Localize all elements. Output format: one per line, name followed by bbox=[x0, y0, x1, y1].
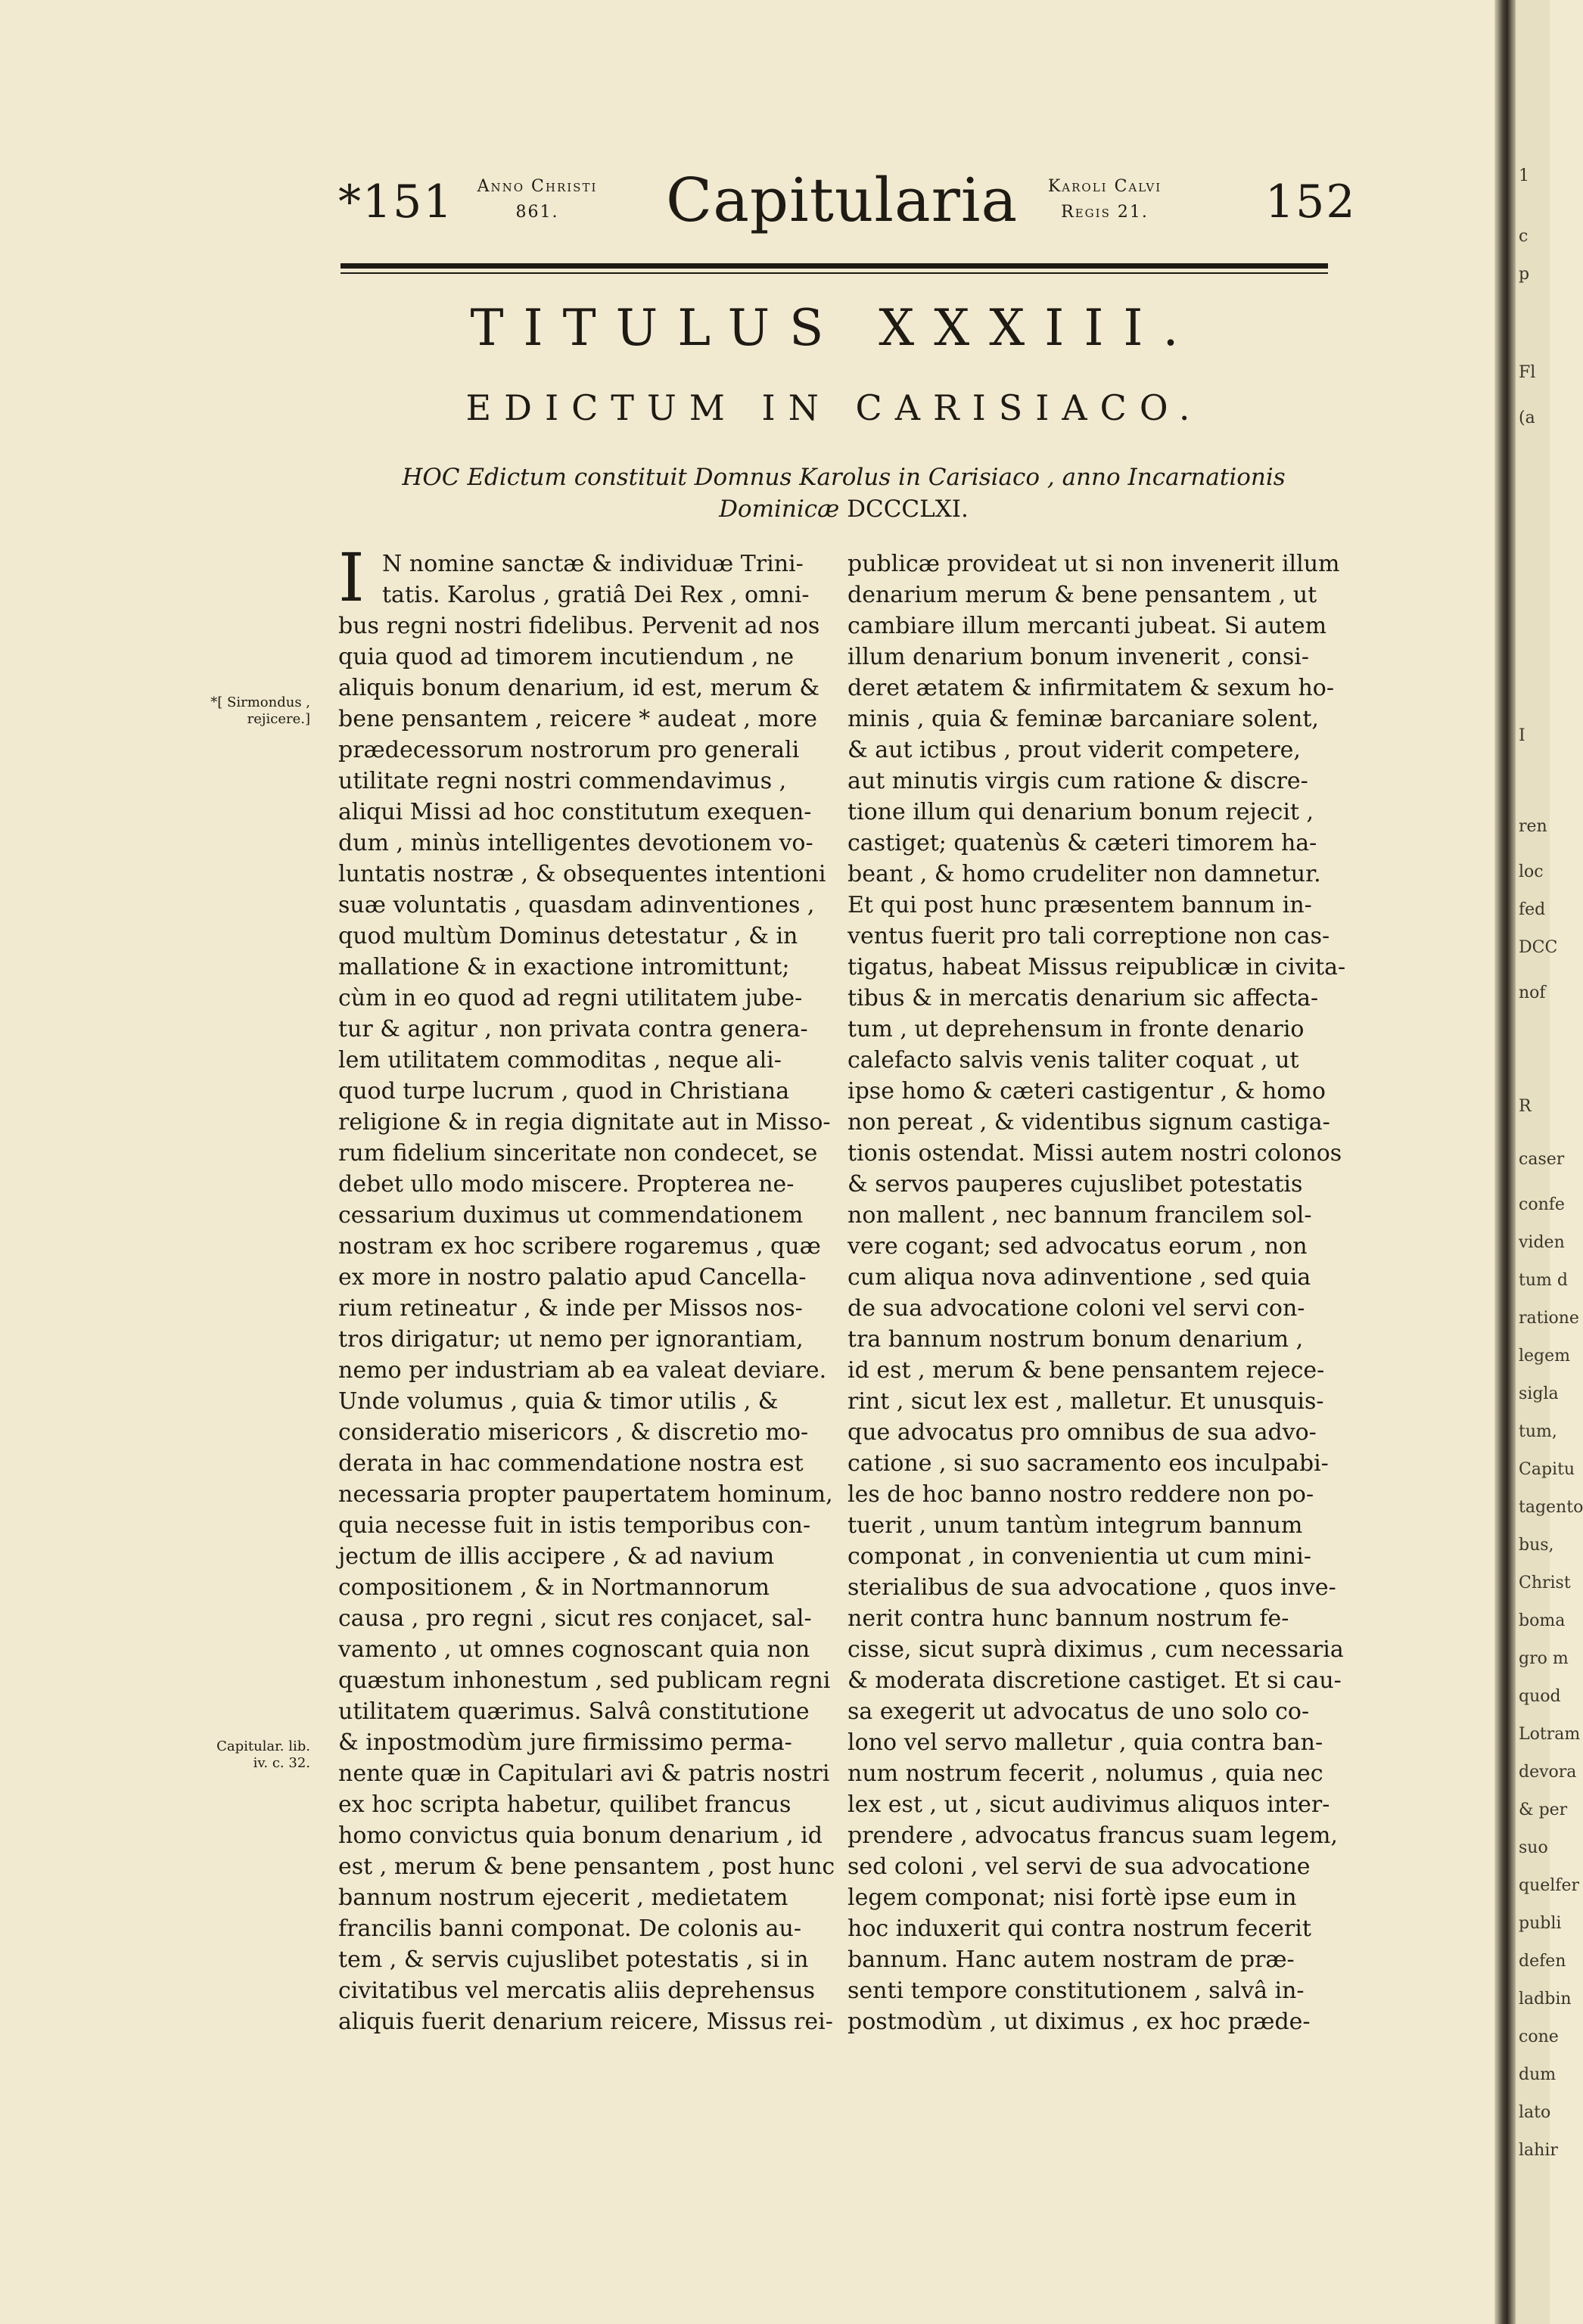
text-line: senti tempore constitutionem , salvâ in- bbox=[847, 1978, 1305, 2004]
facing-page-fragment: ren bbox=[1519, 817, 1547, 836]
text-line: Et qui post hunc præsentem bannum in- bbox=[847, 892, 1312, 918]
text-line: quia necesse fuit in istis temporibus con- bbox=[338, 1512, 811, 1539]
text-line: tra bannum nostrum bonum denarium , bbox=[847, 1326, 1304, 1353]
text-line: consideratio misericors , & discretio mo- bbox=[338, 1419, 809, 1446]
text-line: castiget; quatenùs & cæteri timorem ha- bbox=[847, 830, 1317, 856]
regis-year bbox=[1014, 174, 1196, 225]
header-rule-thin bbox=[341, 272, 1328, 274]
facing-page-fragment: Capitu bbox=[1519, 1460, 1575, 1479]
text-line: sterialibus de sua advocatione , quos inve- bbox=[847, 1574, 1336, 1601]
text-line: tigatus, habeat Missus reipublicæ in civita- bbox=[847, 954, 1346, 980]
text-line: denarium merum & bene pensantem , ut bbox=[847, 582, 1317, 608]
intro-note bbox=[356, 461, 1332, 525]
text-line: sed coloni , vel servi de sua advocatione bbox=[847, 1853, 1311, 1880]
text-line: tros dirigatur; ut nemo per ignorantiam, bbox=[338, 1326, 804, 1353]
text-line: bannum nostrum ejecerit , medietatem bbox=[338, 1884, 788, 1911]
text-line: aliqui Missi ad hoc constitutum exequen- bbox=[338, 799, 812, 825]
anno-line-2: 861. bbox=[515, 203, 559, 222]
text-line: catione , si suo sacramento eos inculpabi- bbox=[847, 1450, 1329, 1477]
text-line: non pereat , & videntibus signum castiga- bbox=[847, 1109, 1330, 1136]
text-line: sa exegerit ut advocatus de uno solo co- bbox=[847, 1698, 1310, 1725]
text-line: utilitatem quærimus. Salvâ constitutione bbox=[338, 1698, 810, 1725]
facing-page-fragment: I bbox=[1519, 726, 1525, 745]
text-line: N nomine sanctæ & individuæ Trini- bbox=[382, 551, 804, 577]
text-line: rint , sicut lex est , malletur. Et unusquis- bbox=[847, 1388, 1324, 1415]
facing-page-fragment: boma bbox=[1519, 1611, 1566, 1630]
text-line: prædecessorum nostrorum pro generali bbox=[338, 737, 800, 763]
text-line: & moderata discretione castiget. Et si cau- bbox=[847, 1667, 1342, 1694]
facing-page-fragment: Christ bbox=[1519, 1574, 1571, 1592]
facing-page-fragment: tum, bbox=[1519, 1422, 1557, 1441]
text-line: bene pensantem , reicere * audeat , more bbox=[338, 706, 818, 732]
drop-cap: I bbox=[338, 539, 365, 617]
text-line: necessaria propter paupertatem hominum, bbox=[338, 1481, 833, 1508]
facing-page-fragment: sigla bbox=[1519, 1384, 1559, 1403]
facing-page-fragment: loc bbox=[1519, 862, 1544, 881]
text-line: componat , in convenientia ut cum mini- bbox=[847, 1543, 1311, 1570]
text-line: bannum. Hanc autem nostram de præ- bbox=[847, 1947, 1295, 1973]
text-line: de sua advocatione coloni vel servi con- bbox=[847, 1295, 1305, 1322]
text-line: compositionem , & in Nortmannorum bbox=[338, 1574, 770, 1601]
anno-line-1: Anno Christi bbox=[477, 177, 598, 196]
text-line: quod multùm Dominus detestatur , & in bbox=[338, 923, 798, 949]
text-line: deret ætatem & infirmitatem & sexum ho- bbox=[847, 675, 1334, 701]
text-line: ex more in nostro palatio apud Cancella- bbox=[338, 1264, 807, 1291]
text-line: calefacto salvis venis taliter coquat , ut bbox=[847, 1047, 1299, 1073]
text-line: lono vel servo malletur , quia contra ban- bbox=[847, 1729, 1323, 1756]
folio-right: 152 bbox=[1265, 176, 1357, 228]
facing-page-fragment: publi bbox=[1519, 1914, 1562, 1933]
text-line: aut minutis virgis cum ratione & discre- bbox=[847, 768, 1308, 794]
facing-page-fragment: c bbox=[1519, 227, 1529, 246]
text-line: dum , minùs intelligentes devotionem vo- bbox=[338, 830, 813, 856]
text-line: tum , ut deprehensum in fronte denario bbox=[847, 1016, 1305, 1042]
facing-page-fragment: legem bbox=[1519, 1347, 1571, 1366]
text-line: legem componat; nisi fortè ipse eum in bbox=[847, 1884, 1297, 1911]
text-line: vamento , ut omnes cognoscant quia non bbox=[338, 1636, 810, 1663]
facing-page-fragment: tagento bbox=[1519, 1498, 1583, 1517]
facing-page-fragment: p bbox=[1519, 265, 1530, 284]
text-line: utilitate regni nostri commendavimus , bbox=[338, 768, 787, 794]
text-line: francilis banni componat. De colonis au- bbox=[338, 1915, 801, 1942]
regis-line-1: Karoli Calvi bbox=[1047, 177, 1162, 196]
text-line: illum denarium bonum invenerit , consi- bbox=[847, 644, 1309, 670]
text-line: Unde volumus , quia & timor utilis , & bbox=[338, 1388, 779, 1415]
facing-page-fragment: bus, bbox=[1519, 1536, 1554, 1555]
section-title: TITULUS XXXIII. bbox=[470, 299, 1199, 357]
margin-note-sirmondus: *[ Sirmondus , rejicere.] bbox=[210, 694, 310, 727]
facing-page-fragment: Lotram bbox=[1519, 1725, 1581, 1744]
text-line: nostram ex hoc scribere rogaremus , quæ bbox=[338, 1233, 821, 1260]
facing-page-fragment: confe bbox=[1519, 1195, 1565, 1214]
text-line: nente quæ in Capitulari avi & patris nostri bbox=[338, 1760, 830, 1787]
header-rule-thick bbox=[341, 263, 1328, 269]
text-line: nemo per industriam ab ea valeat deviare. bbox=[338, 1357, 827, 1384]
text-line: mallatione & in exactione intromittunt; bbox=[338, 954, 790, 980]
text-line: les de hoc banno nostro reddere non po- bbox=[847, 1481, 1314, 1508]
text-line: publicæ provideat ut si non invenerit illum bbox=[847, 551, 1340, 577]
text-line: ventus fuerit pro tali correptione non cas- bbox=[847, 923, 1330, 949]
facing-page-fragment: viden bbox=[1519, 1233, 1565, 1252]
anno-christi bbox=[446, 174, 628, 225]
text-line: aliquis bonum denarium, id est, merum & bbox=[338, 675, 820, 701]
text-line: cessarium duximus ut commendationem bbox=[338, 1202, 804, 1229]
text-line: tatis. Karolus , gratiâ Dei Rex , omni- bbox=[382, 582, 810, 608]
facing-page-fragment: 1 bbox=[1519, 166, 1529, 185]
text-line: lem utilitatem commoditas , neque ali- bbox=[338, 1047, 782, 1073]
text-line: & aut ictibus , prout viderit competere, bbox=[847, 737, 1301, 763]
text-column-left bbox=[338, 548, 835, 2037]
text-line: cum aliqua nova adinventione , sed quia bbox=[847, 1264, 1311, 1291]
text-line: religione & in regia dignitate aut in Misso- bbox=[338, 1109, 831, 1136]
text-line: id est , merum & bene pensantem rejece- bbox=[847, 1357, 1325, 1384]
text-line: causa , pro regni , sicut res conjacet, sal- bbox=[338, 1605, 812, 1632]
text-line: jectum de illis accipere , & ad navium bbox=[338, 1543, 775, 1570]
facing-page-fragment: defen bbox=[1519, 1952, 1566, 1971]
text-line: tione illum qui denarium bonum rejecit , bbox=[847, 799, 1314, 825]
text-line: nerit contra hunc bannum nostrum fe- bbox=[847, 1605, 1289, 1632]
folio-left: *151 bbox=[338, 176, 454, 228]
facing-page-fragment: suo bbox=[1519, 1838, 1548, 1857]
facing-page-fragment: lato bbox=[1519, 2103, 1551, 2122]
text-line: & inpostmodùm jure firmissimo perma- bbox=[338, 1729, 792, 1756]
text-line: num nostrum fecerit , nolumus , quia nec bbox=[847, 1760, 1323, 1787]
text-line: cùm in eo quod ad regni utilitatem jube- bbox=[338, 985, 803, 1011]
regis-line-2: Regis 21. bbox=[1061, 203, 1149, 222]
text-line: bus regni nostri fidelibus. Pervenit ad nos bbox=[338, 613, 820, 639]
intro-text: HOC Edictum constituit Domnus Karolus in Carisiaco , anno Incarnationis Dominicæ bbox=[402, 464, 1286, 523]
text-line: beant , & homo crudeliter non damnetur. bbox=[847, 861, 1321, 887]
text-line: vere cogant; sed advocatus eorum , non bbox=[847, 1233, 1308, 1260]
facing-page-fragment: lahir bbox=[1519, 2141, 1558, 2160]
text-line: tuerit , unum tantùm integrum bannum bbox=[847, 1512, 1303, 1539]
text-line: cisse, sicut suprà diximus , cum necessaria bbox=[847, 1636, 1344, 1663]
margin-note-capitular: Capitular. lib. iv. c. 32. bbox=[216, 1738, 310, 1771]
text-line: tionis ostendat. Missi autem nostri colonos bbox=[847, 1140, 1342, 1167]
running-title: Capitularia bbox=[666, 165, 1019, 235]
facing-page-fragment: DCC bbox=[1519, 938, 1558, 957]
text-line: rum fidelium sinceritate non condecet, se bbox=[338, 1140, 818, 1167]
text-line: ipse homo & cæteri castigentur , & homo bbox=[847, 1078, 1326, 1105]
text-line: quod turpe lucrum , quod in Christiana bbox=[338, 1078, 790, 1105]
text-line: cambiare illum mercanti jubeat. Si autem bbox=[847, 613, 1327, 639]
text-line: tibus & in mercatis denarium sic affecta- bbox=[847, 985, 1319, 1011]
facing-page-fragment: (a bbox=[1519, 409, 1535, 427]
facing-page-fragment: ladbin bbox=[1519, 1990, 1572, 2009]
text-line: quia quod ad timorem incutiendum , ne bbox=[338, 644, 795, 670]
text-line: ex hoc scripta habetur, quilibet francus bbox=[338, 1791, 792, 1818]
facing-page-fragment: devora bbox=[1519, 1763, 1577, 1782]
text-line: prendere , advocatus francus suam legem, bbox=[847, 1822, 1338, 1849]
text-line: tur & agitur , non privata contra genera- bbox=[338, 1016, 808, 1042]
facing-page-fragment: ratione bbox=[1519, 1309, 1579, 1328]
text-line: est , merum & bene pensantem , post hunc bbox=[338, 1853, 835, 1880]
facing-page-fragment: quod bbox=[1519, 1687, 1561, 1706]
text-line: luntatis nostræ , & obsequentes intentioni bbox=[338, 861, 826, 887]
text-line: rium retineatur , & inde per Missos nos- bbox=[338, 1295, 803, 1322]
intro-date: DCCCLXI. bbox=[847, 496, 969, 523]
facing-page-fragment: gro m bbox=[1519, 1649, 1569, 1668]
text-line: & servos pauperes cujuslibet potestatis bbox=[847, 1171, 1303, 1198]
facing-page-fragment: quelfer bbox=[1519, 1876, 1579, 1895]
text-line: civitatibus vel mercatis aliis deprehensus bbox=[338, 1978, 815, 2004]
facing-page-fragment: Fl bbox=[1519, 363, 1536, 382]
text-line: que advocatus pro omnibus de sua advo- bbox=[847, 1419, 1317, 1446]
facing-page-fragment: nof bbox=[1519, 983, 1546, 1002]
text-line: aliquis fuerit denarium reicere, Missus rei- bbox=[338, 2009, 833, 2035]
text-line: minis , quia & feminæ barcaniare solent, bbox=[847, 706, 1319, 732]
text-line: lex est , ut , sicut audivimus aliquos inter- bbox=[847, 1791, 1330, 1818]
text-line: non mallent , nec bannum francilem sol- bbox=[847, 1202, 1312, 1229]
facing-page-fragment: & per bbox=[1519, 1800, 1568, 1819]
text-line: quæstum inhonestum , sed publicam regni bbox=[338, 1667, 831, 1694]
facing-page-edge bbox=[1516, 0, 1583, 2324]
text-line: homo convictus quia bonum denarium , id bbox=[338, 1822, 823, 1849]
text-line: suæ voluntatis , quasdam adinventiones , bbox=[338, 892, 815, 918]
facing-page-fragment: cone bbox=[1519, 2027, 1559, 2046]
facing-page-fragment: dum bbox=[1519, 2065, 1557, 2084]
section-subtitle: EDICTUM IN CARISIACO. bbox=[465, 387, 1203, 428]
text-line: postmodùm , ut diximus , ex hoc præde- bbox=[847, 2009, 1311, 2035]
text-column-right bbox=[847, 548, 1346, 2037]
text-line: derata in hac commendatione nostra est bbox=[338, 1450, 804, 1477]
facing-page-fragment: R bbox=[1519, 1097, 1532, 1116]
text-line: debet ullo modo miscere. Propterea ne- bbox=[338, 1171, 795, 1198]
text-line: hoc induxerit qui contra nostrum fecerit bbox=[847, 1915, 1311, 1942]
text-line: tem , & servis cujuslibet potestatis , si in bbox=[338, 1947, 809, 1973]
facing-page-fragment: caser bbox=[1519, 1150, 1565, 1169]
facing-page-fragment: fed bbox=[1519, 900, 1546, 919]
facing-page-fragment: tum d bbox=[1519, 1271, 1568, 1290]
book-gutter bbox=[1494, 0, 1516, 2324]
